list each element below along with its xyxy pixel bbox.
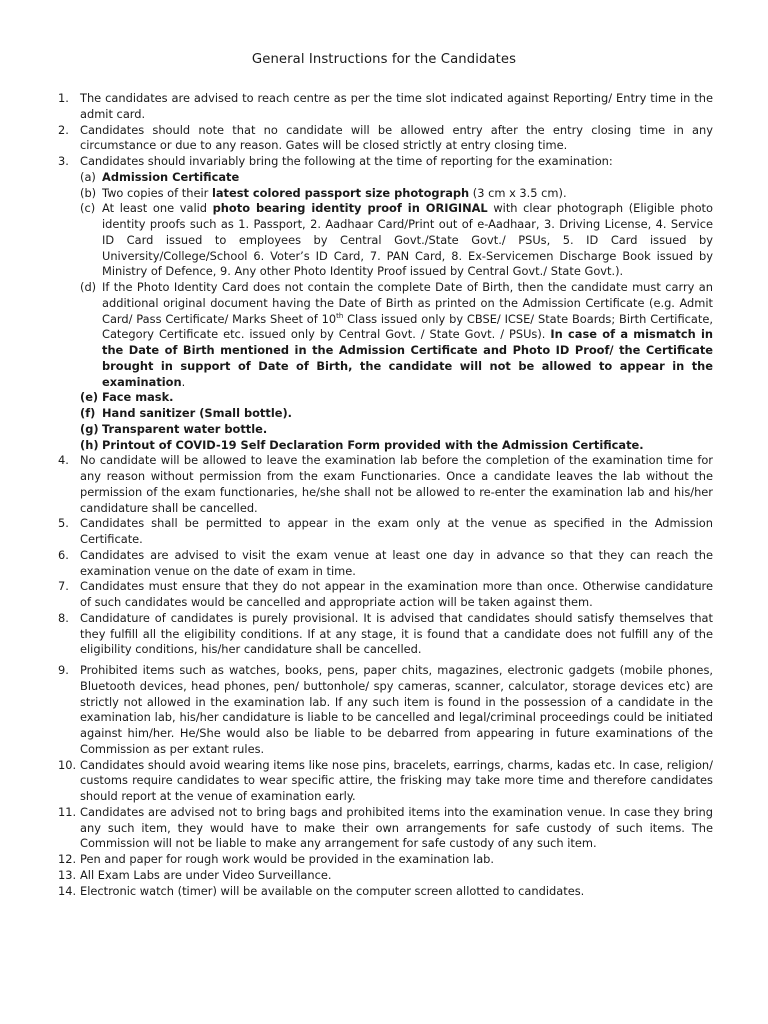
item-text: Candidates should avoid wearing items like nose pins, bracelets, earrings, charms, kadas etc. In case, religion/ customs require candidates to wear specific attire, the frisking may take more time and therefore candidates should report at the venue of examination early. (80, 757, 713, 803)
item-number: 12. (58, 852, 77, 866)
item-text: No candidate will be allowed to leave the examination lab before the completion of the examination time for any reason without permission from the exam Functionaries. Once a candidate leaves the lab without the permission of the exam functionaries, he/she shall not be allowed to re-enter the examination lab and his/her candidature shall be cancelled. (80, 453, 713, 515)
item-number: 2. (58, 122, 69, 137)
item-text: Candidates must ensure that they do not appear in the examination more than once. Otherwise candidature of such candidates would be cancelled and appropriate action will be taken against them. (80, 579, 713, 609)
sub-item (80, 406, 713, 422)
superscript: th (336, 311, 344, 320)
sub-item (80, 280, 713, 390)
item-text: Electronic watch (timer) will be available on the computer screen allotted to candidates. (80, 883, 585, 898)
sub-item-bold: photo bearing identity proof in ORIGINAL (212, 201, 488, 216)
sub-item-bold: Transparent water bottle. (102, 421, 268, 436)
item-text: Candidates shall be permitted to appear in the exam only at the venue as specified in the Admission Certificate. (80, 516, 713, 546)
sub-item (80, 201, 713, 280)
sub-item-bold: Printout of COVID-19 Self Declaration Form provided with the Admission Certificate. (102, 437, 644, 452)
sub-item-bold: Hand sanitizer (Small bottle). (102, 406, 292, 420)
sub-item-text: (3 cm x 3.5 cm). (469, 185, 567, 200)
sub-item (80, 422, 713, 438)
sub-item-text: Class issued only by CBSE/ ICSE/ State Boards; Birth Certificate, Category Certificate etc. issued only by Central Govt. / State Govt. / PSUs). (102, 311, 713, 342)
list-item (58, 852, 713, 868)
item-number: 11. (58, 804, 77, 819)
item-number: 3. (58, 154, 69, 168)
item-text: All Exam Labs are under Video Surveillance. (80, 867, 332, 882)
sub-item-letter: (d) (80, 280, 97, 294)
list-item (58, 453, 713, 516)
item-text: Pen and paper for rough work would be provided in the examination lab. (80, 852, 495, 866)
list-item (58, 123, 713, 155)
list-item (58, 663, 713, 758)
sub-item-text: . (181, 374, 186, 389)
item-number: 14. (58, 883, 77, 898)
sub-item (80, 186, 713, 202)
sub-item-letter: (f) (80, 406, 96, 420)
sub-item-letter: (a) (80, 169, 96, 184)
sub-item-letter: (c) (80, 201, 96, 216)
item-text: The candidates are advised to reach centre as per the time slot indicated against Reporting/ Entry time in the admit card. (80, 91, 713, 121)
item-text: Candidates should note that no candidate will be allowed entry after the entry closing time in any circumstance or due to any reason. Gates will be closed strictly at entry closing time. (80, 122, 713, 153)
list-item (58, 91, 713, 123)
list-item (58, 154, 713, 170)
item-number: 6. (58, 547, 69, 562)
sub-item-text: Two copies of their (102, 185, 212, 200)
sub-item-bold: Admission Certificate (102, 169, 240, 184)
list-item (58, 758, 713, 805)
sub-item-letter: (h) (80, 437, 99, 452)
sub-item-letter: (e) (80, 390, 99, 405)
item-text: Prohibited items such as watches, books, pens, paper chits, magazines, electronic gadgets (mobile phones, Bluetooth devices, head phones, pen/ buttonhole/ spy cameras, scanner, calculator, storage devices etc) are strictly not allowed in the examination lab. If any such item is found in the possession of a candidate in the examination lab, his/her candidature is liable to be cancelled and legal/criminal proceedings could be initiated against him/her. He/She would also be liable to be debarred from appearing in future examinations of the Commission as per extant rules. (80, 663, 713, 756)
item-text: Candidates should invariably bring the following at the time of reporting for the examination: (80, 154, 613, 168)
sub-item-letter: (b) (80, 185, 97, 200)
list-item (58, 884, 713, 900)
item-number: 8. (58, 610, 69, 625)
sub-item-text: with clear photograph (Eligible photo identity proofs such as 1. Passport, 2. Aadhaar Card/Print out of e-Aadhaar, 3. Driving License, 4. Service ID Card issued to employees by Central Govt./State Govt./ PSUs, 5. ID Card issued by University/College/School 6. Voter’s ID Card, 7. PAN Card, 8. Ex-Servicemen Discharge Book issued by Ministry of Defence, 9. Any other Photo Identity Proof issued by Central Govt./ State Govt.). (102, 201, 713, 279)
document-title: General Instructions for the Candidates (251, 52, 517, 67)
sub-item-text: If the Photo Identity Card does not contain the complete Date of Birth, then the candidate must carry an additional original document having the Date of Birth as printed on the Admission Certificate (e.g. Admit Card/ Pass Certificate/ Marks Sheet of 10 (102, 280, 713, 326)
sub-item-text: At least one valid (102, 201, 213, 216)
item-number: 10. (58, 757, 77, 772)
sub-item-letter: (g) (80, 421, 99, 436)
list-item (58, 611, 713, 658)
instructions-list (58, 91, 713, 899)
list-item (58, 516, 713, 548)
item-text: Candidature of candidates is purely provisional. It is advised that candidates should satisfy themselves that they fulfill all the eligibility conditions. If at any stage, it is found that a candidate does not fulfill any of the eligibility conditions, his/her candidature shall be cancelled. (80, 610, 713, 657)
item-number: 1. (58, 91, 69, 105)
sub-item (80, 390, 713, 406)
list-item (58, 805, 713, 852)
item-text: Candidates are advised to visit the exam venue at least one day in advance so that they can reach the examination venue on the date of exam in time. (80, 547, 713, 578)
sub-item-bold: latest colored passport size photograph (211, 185, 470, 200)
sub-item (80, 438, 713, 454)
item-number: 5. (58, 516, 69, 531)
list-item (58, 548, 713, 580)
list-item (58, 868, 713, 884)
item-number: 9. (58, 663, 69, 677)
item-number: 7. (58, 579, 69, 594)
item-text: Candidates are advised not to bring bags and prohibited items into the examination venue. In case they bring any such item, they would have to make their own arrangements for safe custody of such items. The Commission will not be liable to make any arrangement for safe custody of any such item. (80, 804, 713, 851)
item-number: 4. (58, 453, 69, 468)
item-number: 13. (58, 867, 77, 882)
sub-item-bold: In case of a mismatch in the Date of Birth mentioned in the Admission Certificate and Photo ID Proof/ the Certificate brought in support of Date of Birth, the candidate will not be allowed to appear in the examination (102, 327, 714, 389)
sub-item-bold: Face mask. (102, 390, 174, 405)
sub-item (80, 170, 713, 186)
list-item (58, 579, 713, 611)
